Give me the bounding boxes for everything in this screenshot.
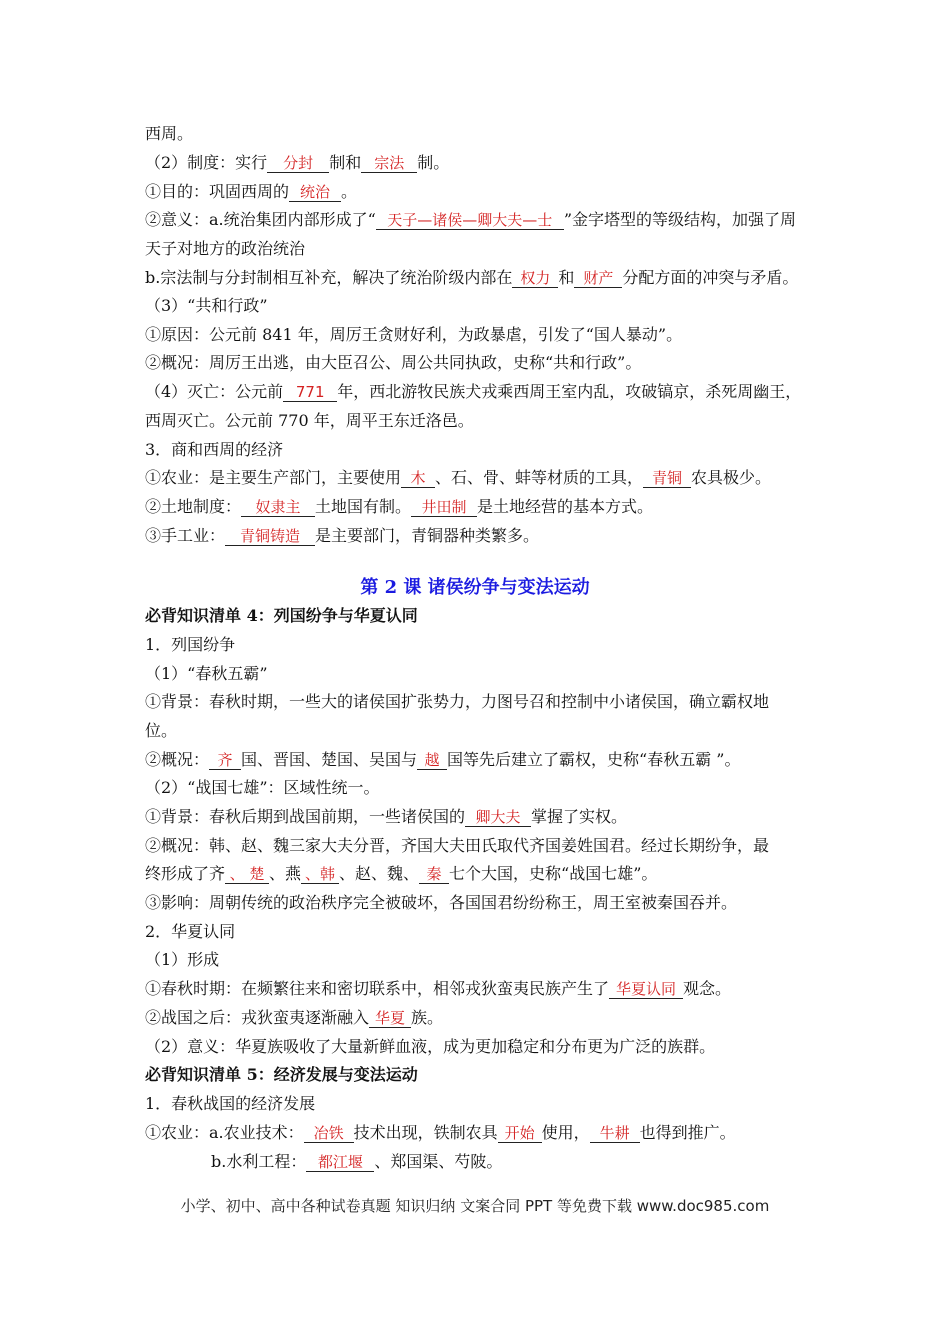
text-line bbox=[145, 1123, 736, 1143]
answer-blank: 都江堰 bbox=[306, 1153, 374, 1172]
text: 1．列国纷争 bbox=[145, 635, 236, 654]
answer-blank: 统治 bbox=[289, 183, 341, 202]
text: 国等先后建立了霸权，史称“春秋五霸 ”。 bbox=[447, 750, 741, 769]
text: （2）意义：华夏族吸收了大量新鲜血液，成为更加稳定和分布更为广泛的族群。 bbox=[145, 1037, 716, 1056]
text: ②土地制度： bbox=[145, 497, 242, 516]
text: ③手工业： bbox=[145, 526, 226, 545]
text: 位。 bbox=[145, 721, 178, 740]
text: 观念。 bbox=[683, 979, 732, 998]
text: 七个大国，史称“战国七雄”。 bbox=[449, 864, 658, 883]
answer-blank: 权力 bbox=[512, 269, 558, 288]
answer-blank: 卿大夫 bbox=[465, 808, 531, 827]
text-line bbox=[145, 182, 357, 202]
text: 、石、骨、蚌等材质的工具， bbox=[435, 468, 644, 487]
text: （4）灭亡：公元前 bbox=[145, 382, 284, 401]
text: （2）“战国七雄”：区域性统一。 bbox=[145, 778, 380, 797]
answer-blank: 宗法 bbox=[361, 154, 417, 173]
text: 西周灭亡。公元前 770 年，周平王东迁洛邑。 bbox=[145, 411, 474, 430]
text: 。 bbox=[341, 182, 358, 201]
text: ②概况：韩、赵、魏三家大夫分晋，齐国大夫田氏取代齐国姜姓国君。经过长期纷争，最 bbox=[145, 836, 770, 855]
text: 必背知识清单 5：经济发展与变法运动 bbox=[145, 1065, 418, 1084]
answer-blank: 分封 bbox=[267, 154, 329, 173]
answer-blank: 、韩 bbox=[301, 865, 339, 884]
text: b.水利工程： bbox=[211, 1152, 307, 1171]
answer-blank: 木 bbox=[401, 469, 435, 488]
text: ①春秋时期：在频繁往来和密切联系中，相邻戎狄蛮夷民族产生了 bbox=[145, 979, 610, 998]
text-line bbox=[145, 922, 235, 942]
text-line bbox=[145, 721, 177, 741]
answer-blank: 青铜铸造 bbox=[225, 527, 315, 546]
text: 天子对地方的政治统治 bbox=[145, 239, 306, 258]
text: 、燕 bbox=[269, 864, 302, 883]
text: 制和 bbox=[329, 153, 362, 172]
text: ②战国之后：戎狄蛮夷逐渐融入 bbox=[145, 1008, 370, 1027]
text: 终形成了齐 bbox=[145, 864, 226, 883]
text: ①农业：a.农业技术： bbox=[145, 1123, 304, 1142]
text: 农具极少。 bbox=[691, 468, 772, 487]
text-line bbox=[145, 440, 283, 460]
text: 国、晋国、楚国、吴国与 bbox=[241, 750, 418, 769]
text-line bbox=[145, 268, 798, 288]
text: 族。 bbox=[411, 1008, 444, 1027]
text: b.宗法制与分封制相互补充，解决了统治阶级内部在 bbox=[145, 268, 513, 287]
text: ③影响：周朝传统的政治秩序完全被破坏，各国国君纷纷称王，周王室被秦国吞并。 bbox=[145, 893, 738, 912]
answer-blank: 齐 bbox=[209, 751, 241, 770]
text-line bbox=[145, 411, 474, 431]
answer-blank: 771 bbox=[283, 383, 337, 402]
text: （1）“春秋五霸” bbox=[145, 664, 268, 683]
text-line bbox=[145, 979, 731, 999]
text-line bbox=[145, 807, 627, 827]
text: ①目的：巩固西周的 bbox=[145, 182, 290, 201]
text: ②意义：a.统治集团内部形成了“ bbox=[145, 210, 376, 229]
text-line bbox=[211, 1152, 502, 1172]
text: 使用， bbox=[541, 1123, 590, 1142]
section-heading bbox=[145, 1065, 418, 1085]
text-line bbox=[145, 778, 380, 798]
answer-blank: 青铜 bbox=[643, 469, 691, 488]
text-line bbox=[145, 836, 769, 856]
text: 2．华夏认同 bbox=[145, 922, 236, 941]
answer-blank: 奴隶主 bbox=[241, 498, 315, 517]
text-line bbox=[145, 1008, 443, 1028]
answer-blank: 财产 bbox=[574, 269, 622, 288]
text-line bbox=[145, 325, 682, 345]
lesson-title: 第 2 课 诸侯纷争与变法运动 bbox=[360, 577, 590, 598]
text: 技术出现，铁制农具 bbox=[353, 1123, 498, 1142]
text: 、赵、魏、 bbox=[339, 864, 420, 883]
answer-blank: 天子—诸侯—卿大夫—士 bbox=[376, 211, 564, 230]
answer-blank: 牛耕 bbox=[590, 1124, 640, 1143]
text: 3．商和西周的经济 bbox=[145, 440, 284, 459]
answer-blank: 井田制 bbox=[411, 498, 477, 517]
text-line bbox=[145, 497, 653, 517]
text-line bbox=[145, 468, 771, 488]
answer-blank: 开始 bbox=[498, 1124, 542, 1143]
text: （3）“共和行政” bbox=[145, 296, 268, 315]
text: ”金字塔型的等级结构，加强了周 bbox=[563, 210, 796, 229]
text: 分配方面的冲突与矛盾。 bbox=[622, 268, 799, 287]
text: ①原因：公元前 841 年，周厉王贪财好利，为政暴虐，引发了“国人暴动”。 bbox=[145, 325, 683, 344]
text: ①农业：是主要生产部门，主要使用 bbox=[145, 468, 402, 487]
answer-blank: 华夏认同 bbox=[609, 980, 683, 999]
text-line bbox=[145, 950, 219, 970]
text-line bbox=[145, 124, 193, 144]
footer-ad: 小学、初中、高中各种试卷真题 知识归纳 文案合同 PPT 等免费下载 www.doc985.com bbox=[180, 1197, 770, 1215]
text: 是土地经营的基本方式。 bbox=[477, 497, 654, 516]
text-line bbox=[145, 526, 539, 546]
text: 和 bbox=[558, 268, 575, 287]
text-line bbox=[145, 382, 801, 402]
text: 也得到推广。 bbox=[639, 1123, 736, 1142]
answer-blank: 华夏 bbox=[369, 1009, 411, 1028]
text: 1．春秋战国的经济发展 bbox=[145, 1094, 316, 1113]
text-line bbox=[145, 692, 769, 712]
text: 西周。 bbox=[145, 124, 194, 143]
text: ②概况：周厉王出逃，由大臣召公、周公共同执政，史称“共和行政”。 bbox=[145, 353, 642, 372]
answer-blank: 越 bbox=[417, 751, 447, 770]
text-line bbox=[145, 750, 740, 770]
text: 土地国有制。 bbox=[315, 497, 412, 516]
text-line bbox=[145, 353, 641, 373]
text-line bbox=[145, 1037, 715, 1057]
text: 掌握了实权。 bbox=[531, 807, 628, 826]
text: ②概况： bbox=[145, 750, 210, 769]
text-line bbox=[145, 893, 737, 913]
text: 必背知识清单 4：列国纷争与华夏认同 bbox=[145, 606, 418, 625]
text: ①背景：春秋时期，一些大的诸侯国扩张势力，力图号召和控制中小诸侯国，确立霸权地 bbox=[145, 692, 770, 711]
text: 是主要部门，青铜器种类繁多。 bbox=[315, 526, 540, 545]
text-line bbox=[145, 635, 235, 655]
text: ①背景：春秋后期到战国前期，一些诸侯国的 bbox=[145, 807, 466, 826]
text: 、郑国渠、芍陂。 bbox=[374, 1152, 503, 1171]
text-line bbox=[145, 1094, 315, 1114]
text: （1）形成 bbox=[145, 950, 220, 969]
text-line bbox=[145, 210, 796, 230]
text-line bbox=[145, 153, 449, 173]
text-line bbox=[145, 239, 305, 259]
answer-blank: 秦 bbox=[419, 865, 449, 884]
text: （2）制度：实行 bbox=[145, 153, 268, 172]
text: 年，西北游牧民族犬戎乘西周王室内乱，攻破镐京，杀死周幽王， bbox=[337, 382, 802, 401]
text-line bbox=[145, 864, 657, 884]
answer-blank: 、 楚 bbox=[225, 865, 269, 884]
section-heading bbox=[145, 606, 418, 626]
text: 制。 bbox=[417, 153, 450, 172]
answer-blank: 冶铁 bbox=[304, 1124, 354, 1143]
text-line bbox=[145, 296, 268, 316]
text-line bbox=[145, 664, 268, 684]
